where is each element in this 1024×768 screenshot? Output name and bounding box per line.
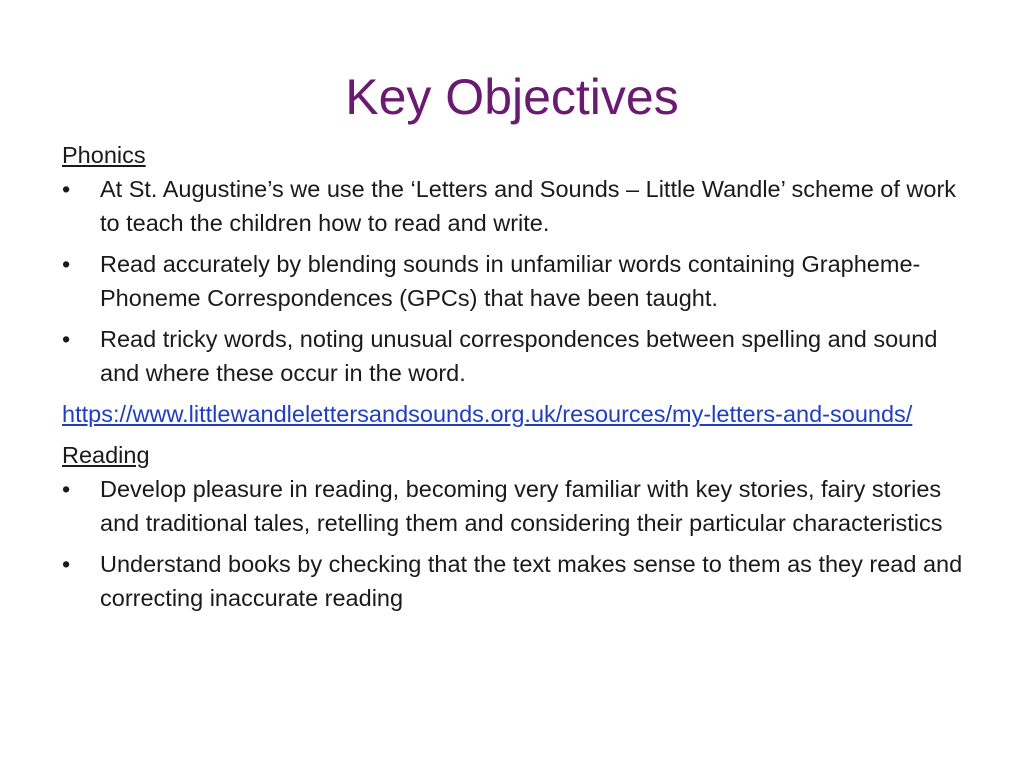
slide-title: Key Objectives — [345, 69, 679, 125]
list-item-text: Read accurately by blending sounds in unfamiliar words containing Grapheme-Phoneme Correspondences (GPCs) that have been taught. — [100, 251, 921, 311]
slide-content — [62, 138, 972, 622]
phonics-list — [62, 172, 972, 390]
bullet-icon: • — [62, 176, 71, 202]
reading-list — [62, 472, 972, 615]
letters-and-sounds-link[interactable]: https://www.littlewandlelettersandsounds.org.uk/resources/my-letters-and-sounds/ — [62, 401, 913, 427]
list-item-text: At St. Augustine’s we use the ‘Letters and Sounds – Little Wandle’ scheme of work to teach the children how to read and write. — [100, 176, 957, 236]
section-heading-phonics: Phonics — [62, 142, 146, 168]
list-item — [62, 247, 972, 315]
list-item — [62, 472, 972, 540]
list-item — [62, 322, 972, 390]
list-item — [62, 547, 972, 615]
bullet-icon: • — [62, 326, 71, 352]
list-item — [62, 172, 972, 240]
bullet-icon: • — [62, 476, 71, 502]
list-item-text: Read tricky words, noting unusual correspondences between spelling and sound and where these occur in the word. — [100, 326, 938, 386]
list-item-text: Understand books by checking that the text makes sense to them as they read and correcting inaccurate reading — [100, 551, 963, 611]
bullet-icon: • — [62, 551, 71, 577]
bullet-icon: • — [62, 251, 71, 277]
list-item-text: Develop pleasure in reading, becoming very familiar with key stories, fairy stories and traditional tales, retelling them and considering their particular characteristics — [100, 476, 943, 536]
section-heading-reading: Reading — [62, 442, 150, 468]
